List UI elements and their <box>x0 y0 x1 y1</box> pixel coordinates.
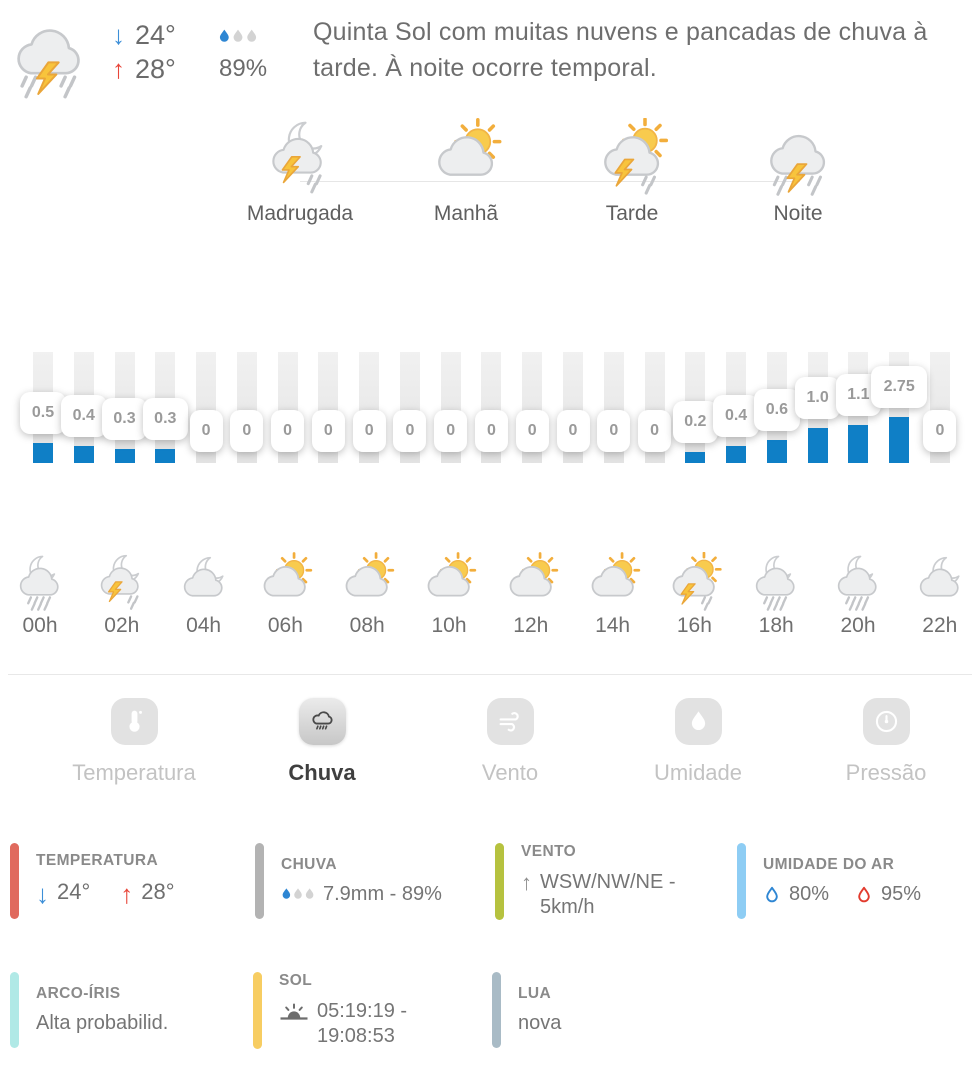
card-accent-bar <box>492 972 501 1048</box>
period-label: Noite <box>773 202 823 225</box>
chart-bar <box>726 446 746 463</box>
card-accent-bar <box>255 843 264 919</box>
chart-value-chip: 0.3 <box>102 398 148 440</box>
chart-value-chip: 0 <box>434 410 467 452</box>
forecast-description: Quinta Sol com muitas nuvens e pancadas de chuva à tarde. À noite ocorre temporal. <box>313 18 928 83</box>
tab-label: Umidade <box>653 760 743 785</box>
card-accent-bar <box>495 843 504 920</box>
chart-value-chip: 0 <box>393 410 426 452</box>
sun-cloud-icon <box>420 552 478 612</box>
current-low-temp: 24° <box>135 20 176 50</box>
moon-cloud-rain-icon <box>11 552 69 612</box>
period-label: Madrugada <box>246 202 354 225</box>
hour-label: 12h <box>513 614 549 637</box>
sun-cloud-storm-icon <box>665 552 723 612</box>
card-title: CHUVA <box>281 856 337 873</box>
chart-bar <box>889 417 909 463</box>
hour-label: 18h <box>758 614 794 637</box>
card-body <box>36 843 175 919</box>
arrow-up-icon: ↑ <box>112 54 125 84</box>
tab-label: Pressão <box>845 760 927 785</box>
gauge-icon <box>863 698 910 745</box>
hour-item <box>902 552 978 638</box>
card-body <box>518 972 561 1048</box>
period-label: Manhã <box>433 202 499 225</box>
tab-temperatura[interactable] <box>40 698 228 798</box>
card-umidade-do-ar <box>737 843 969 919</box>
moon-cloud-rain-icon <box>829 552 887 612</box>
hour-item <box>166 552 242 638</box>
chart-value-chip: 0 <box>638 410 671 452</box>
card-lua <box>492 972 724 1048</box>
tab-label: Chuva <box>288 760 356 785</box>
sunrise-icon <box>279 999 309 1023</box>
day-periods <box>0 118 980 258</box>
sun-cloud-icon <box>338 552 396 612</box>
card-arco-iris <box>10 972 242 1048</box>
chart-bar <box>808 428 828 463</box>
rain-cloud-icon <box>299 698 346 745</box>
chart-bar <box>155 449 175 463</box>
chart-value-chip: 0.6 <box>754 389 800 431</box>
moon-cloud-icon <box>911 552 969 612</box>
wind-arrow-icon: ↑ <box>521 870 532 895</box>
period-item <box>715 118 881 226</box>
humidity-min-drop-icon <box>763 883 781 904</box>
hour-item <box>738 552 814 638</box>
hour-label: 10h <box>431 614 467 637</box>
hour-label: 16h <box>676 614 712 637</box>
chart-value-chip: 0.2 <box>673 401 719 443</box>
chart-value-chip: 0.3 <box>143 398 189 440</box>
chart-value-chip: 2.75 <box>871 366 927 408</box>
hour-label: 08h <box>349 614 385 637</box>
card-accent-bar <box>253 972 262 1049</box>
rain-probability: 89% <box>219 55 268 82</box>
sun-cloud-icon <box>502 552 560 612</box>
moon-cloud-storm-icon <box>262 118 338 196</box>
hour-label: 00h <box>22 614 58 637</box>
moon-cloud-storm-icon <box>93 552 151 612</box>
chart-value-chip: 0 <box>271 410 304 452</box>
chart-value-chip: 0 <box>557 410 590 452</box>
card-vento <box>495 843 727 920</box>
hour-label: 02h <box>104 614 140 637</box>
card-high: 28° <box>141 879 175 904</box>
tab-label: Vento <box>481 760 539 785</box>
sun-cloud-icon <box>256 552 314 612</box>
card-accent-bar <box>737 843 746 919</box>
card-chuva <box>255 843 487 919</box>
chart-value-chip: 0 <box>475 410 508 452</box>
card-value: nova <box>518 1012 562 1034</box>
card-body <box>521 843 700 920</box>
metric-tabs <box>40 698 980 798</box>
arrow-down-icon: ↓ <box>112 20 125 50</box>
hour-item <box>247 552 323 638</box>
card-value: WSW/NW/NE - 5km/h <box>540 871 676 918</box>
card-body <box>36 972 168 1048</box>
current-weather-icon <box>6 10 92 98</box>
tab-vento[interactable] <box>416 698 604 798</box>
sun-cloud-icon <box>428 118 504 196</box>
hour-item <box>329 552 405 638</box>
current-low-row <box>112 20 176 51</box>
humidity-max: 95% <box>881 883 922 905</box>
card-accent-bar <box>10 972 19 1048</box>
period-label: Tarde <box>605 202 659 225</box>
current-high-temp: 28° <box>135 54 176 84</box>
hour-item <box>84 552 160 638</box>
hour-item <box>411 552 487 638</box>
card-title: LUA <box>518 985 552 1002</box>
arrow-up-icon: ↑ <box>120 879 134 909</box>
chart-value-chip: 0.5 <box>20 392 66 434</box>
current-high-row <box>112 54 176 85</box>
chart-bar <box>115 449 135 463</box>
chart-value-chip: 1.1 <box>836 374 882 416</box>
chart-value-chip: 0 <box>190 410 223 452</box>
droplet-icon <box>675 698 722 745</box>
period-item <box>383 118 549 226</box>
card-title: VENTO <box>521 843 577 860</box>
sun-cloud-storm-icon <box>594 118 670 196</box>
moon-cloud-rain-icon <box>747 552 805 612</box>
card-title: TEMPERATURA <box>36 852 159 869</box>
chart-value-chip: 0 <box>312 410 345 452</box>
card-value: 05:19:19 - 19:08:53 <box>317 1000 408 1047</box>
chart-bar <box>74 446 94 463</box>
hour-item <box>656 552 732 638</box>
card-title: UMIDADE DO AR <box>763 856 895 873</box>
hour-item <box>493 552 569 638</box>
chart-bar <box>767 440 787 463</box>
card-title: SOL <box>279 972 313 989</box>
hour-label: 20h <box>840 614 876 637</box>
rain-bar-chart <box>0 350 980 465</box>
card-body <box>279 972 477 1049</box>
hour-label: 04h <box>186 614 222 637</box>
cloud-storm-rain-icon <box>760 118 836 196</box>
chart-value-chip: 0 <box>353 410 386 452</box>
chart-bar <box>33 443 53 463</box>
hour-item <box>575 552 651 638</box>
sun-cloud-icon <box>584 552 642 612</box>
hour-label: 22h <box>922 614 958 637</box>
hour-item <box>820 552 896 638</box>
card-value: Alta probabilid. <box>36 1012 169 1034</box>
chart-value-chip: 0 <box>923 410 956 452</box>
section-divider <box>8 674 972 675</box>
card-temperatura <box>10 843 242 919</box>
humidity-max-drop-icon <box>855 883 873 904</box>
tab-pressao[interactable] <box>792 698 980 798</box>
chart-value-chip: 0 <box>230 410 263 452</box>
wind-icon <box>487 698 534 745</box>
card-accent-bar <box>10 843 19 919</box>
period-item <box>549 118 715 226</box>
tab-label: Temperatura <box>72 760 196 785</box>
card-value: 7.9mm - 89% <box>323 883 442 905</box>
chart-bar <box>685 452 705 463</box>
chart-value-chip: 0.4 <box>61 395 107 437</box>
card-low: 24° <box>57 879 91 904</box>
card-body <box>763 843 921 919</box>
period-item <box>217 118 383 226</box>
card-body <box>281 843 442 919</box>
card-title: ARCO-ÍRIS <box>36 985 121 1002</box>
hour-label: 14h <box>595 614 631 637</box>
tab-chuva[interactable] <box>228 698 416 798</box>
hourly-forecast <box>0 552 980 652</box>
humidity-min: 80% <box>789 883 830 905</box>
tab-umidade[interactable] <box>604 698 792 798</box>
chart-bar <box>848 425 868 463</box>
hour-label: 06h <box>267 614 303 637</box>
card-sol <box>253 972 485 1049</box>
hour-item <box>2 552 78 638</box>
droplets-icon <box>281 887 315 900</box>
thermometer-icon <box>111 698 158 745</box>
chart-value-chip: 0.4 <box>713 395 759 437</box>
chart-value-chip: 1.0 <box>795 377 841 419</box>
chart-value-chip: 0 <box>516 410 549 452</box>
rain-drops-icon <box>218 28 258 44</box>
chart-value-chip: 0 <box>597 410 630 452</box>
moon-cloud-icon <box>175 552 233 612</box>
arrow-down-icon: ↓ <box>36 879 49 909</box>
